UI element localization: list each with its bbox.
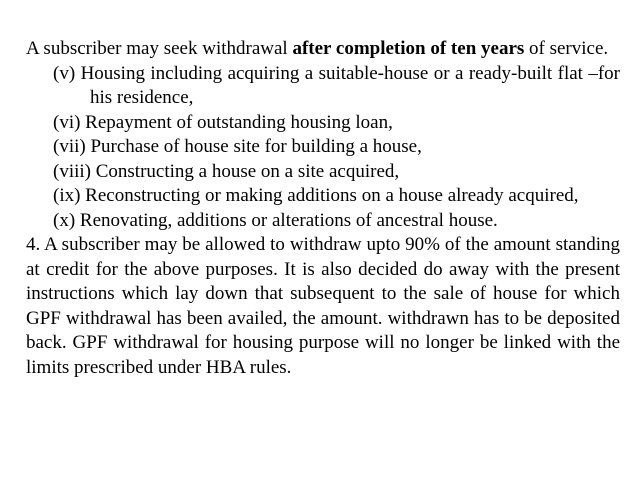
slide-body xyxy=(26,37,620,380)
list-item-ix: (ix) Reconstructing or making additions on a house already acquired, xyxy=(53,185,579,206)
list-item-vi: (vi) Repayment of outstanding housing loan, xyxy=(53,111,393,133)
list-item-viii: (viii) Constructing a house on a site acquired, xyxy=(53,160,400,182)
paragraph-4: 4. A subscriber may be allowed to withdraw upto 90% of the amount standing at credit for the above purposes. It is also decided do away with the present instructions which lay down that subsequent to the sale of house for which GPF withdrawal has been availed, the amount. withdrawn has to be deposited back. GPF withdrawal for housing purpose will no longer be linked with the limits prescribed under HBA rules. xyxy=(26,234,620,378)
intro-bold-text: after completion of ten years xyxy=(292,38,525,59)
intro-text: A subscriber may seek withdrawal xyxy=(26,38,293,59)
intro-text-end: of service. xyxy=(524,38,609,59)
list-item-x: (x) Renovating, additions or alterations of ancestral house. xyxy=(53,209,498,231)
list-item-v: (v) Housing including acquiring a suitable-house or a ready-built flat –for his residence, xyxy=(53,62,620,108)
list-item-vii: (vii) Purchase of house site for building a house, xyxy=(53,136,422,157)
intro-paragraph xyxy=(26,37,620,62)
